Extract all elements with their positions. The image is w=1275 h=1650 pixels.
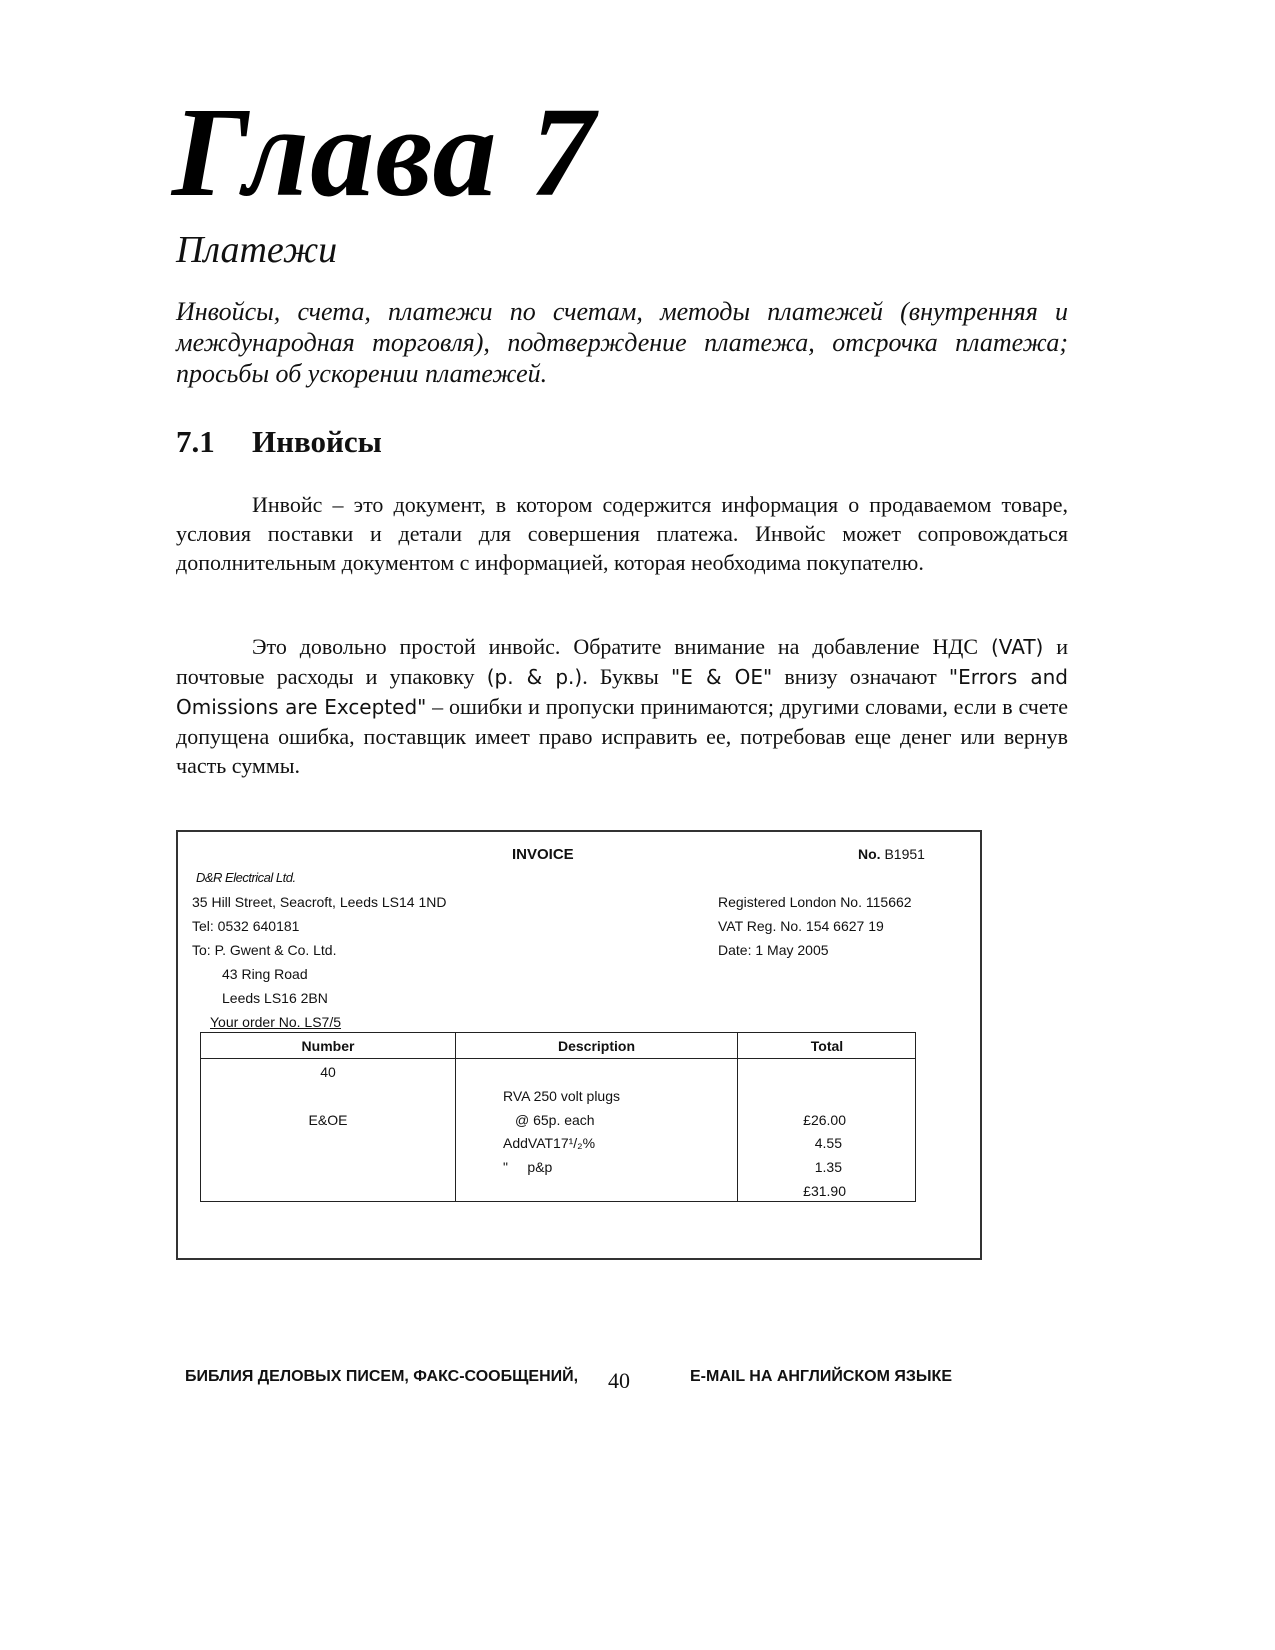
- column-header-total: Total: [810, 1038, 844, 1054]
- invoice-to-street: 43 Ring Road: [222, 966, 308, 982]
- invoice-company: D&R Electrical Ltd.: [196, 870, 296, 885]
- page-number: 40: [608, 1368, 630, 1393]
- invoice-eoe: E&OE: [308, 1112, 348, 1128]
- invoice-vat-amount: 4.55: [814, 1135, 842, 1151]
- footer-book-title-left: БИБЛИЯ ДЕЛОВЫХ ПИСЕМ, ФАКС-СООБЩЕНИЙ,: [185, 1368, 579, 1385]
- invoice-to: To: P. Gwent & Co. Ltd.: [192, 942, 337, 958]
- section-number: 7.1: [176, 424, 215, 459]
- section-heading: [176, 424, 382, 460]
- invoice-grand-total: £31.90: [803, 1183, 846, 1199]
- invoice-number: [858, 846, 925, 862]
- chapter-title: Глава 7: [172, 81, 596, 223]
- para2-eoe: "E & OE": [671, 665, 773, 689]
- invoice-order-ref: Your order No. LS7/5: [210, 1014, 342, 1030]
- invoice-table: [200, 1032, 916, 1202]
- invoice-registered: Registered London No. 115662: [718, 894, 912, 910]
- para2-vat: (VAT): [990, 635, 1044, 659]
- invoice-pp-line: " p&p: [503, 1159, 553, 1175]
- section-title: Инвойсы: [252, 424, 382, 459]
- para2-text-e: . Буквы: [582, 664, 672, 689]
- para2-pp: (p. & p.): [486, 665, 583, 689]
- invoice-item-unit-price: @ 65p. each: [515, 1112, 595, 1128]
- chapter-summary: Инвойсы, счета, платежи по счетам, методы платежей (внутренняя и международная торговля), подтверждение платежа, отсрочка платежа; просьбы об ускорении платежей.: [176, 297, 1068, 388]
- paragraph-invoice-example: [176, 632, 1068, 780]
- invoice-pp-amount: 1.35: [814, 1159, 842, 1175]
- invoice-vat-reg: VAT Reg. No. 154 6627 19: [718, 918, 884, 934]
- table-header-rule: [201, 1058, 915, 1059]
- invoice-figure: [176, 830, 982, 1260]
- chapter-subtitle: Платежи: [176, 229, 338, 271]
- footer-book-title-right: E-MAIL НА АНГЛИЙСКОМ ЯЗЫКЕ: [690, 1368, 952, 1385]
- invoice-number-label: No.: [858, 846, 881, 862]
- invoice-quantity: 40: [320, 1064, 336, 1080]
- column-header-number: Number: [301, 1038, 355, 1054]
- invoice-to-city: Leeds LS16 2BN: [222, 990, 328, 1006]
- invoice-title: INVOICE: [512, 846, 574, 863]
- paragraph-invoice-definition: Инвойс – это документ, в котором содержится информация о продаваемом товаре, условия поставки и детали для совершения платежа. Инвойс может сопровождаться дополнительным документом с информацией, которая необходима покупателю.: [176, 492, 1068, 575]
- para2-text-i: – ошибки и пропуски принимаются; другими словами, если в счете допущена ошибка, поставщик имеет право исправить ее, потребовав еще денег или вернув часть суммы.: [176, 694, 1068, 778]
- invoice-vat-line: AddVAT17¹/₂%: [503, 1135, 596, 1151]
- column-header-description: Description: [557, 1038, 635, 1054]
- invoice-address: 35 Hill Street, Seacroft, Leeds LS14 1ND: [192, 894, 447, 910]
- invoice-subtotal: £26.00: [803, 1112, 846, 1128]
- invoice-item-description: RVA 250 volt plugs: [503, 1088, 621, 1104]
- para2-text-g: внизу означают: [772, 664, 949, 689]
- invoice-number-value: B1951: [884, 846, 925, 862]
- para2-errors-omissions: "Errors and Omissions are Excepted": [176, 665, 1068, 719]
- para2-text-c: и почтовые расходы и упаковку: [176, 634, 1069, 689]
- invoice-date: Date: 1 May 2005: [718, 942, 829, 958]
- invoice-tel: Tel: 0532 640181: [192, 918, 300, 934]
- para2-text-a: Это довольно простой инвойс. Обратите внимание на добавление НДС: [252, 634, 991, 659]
